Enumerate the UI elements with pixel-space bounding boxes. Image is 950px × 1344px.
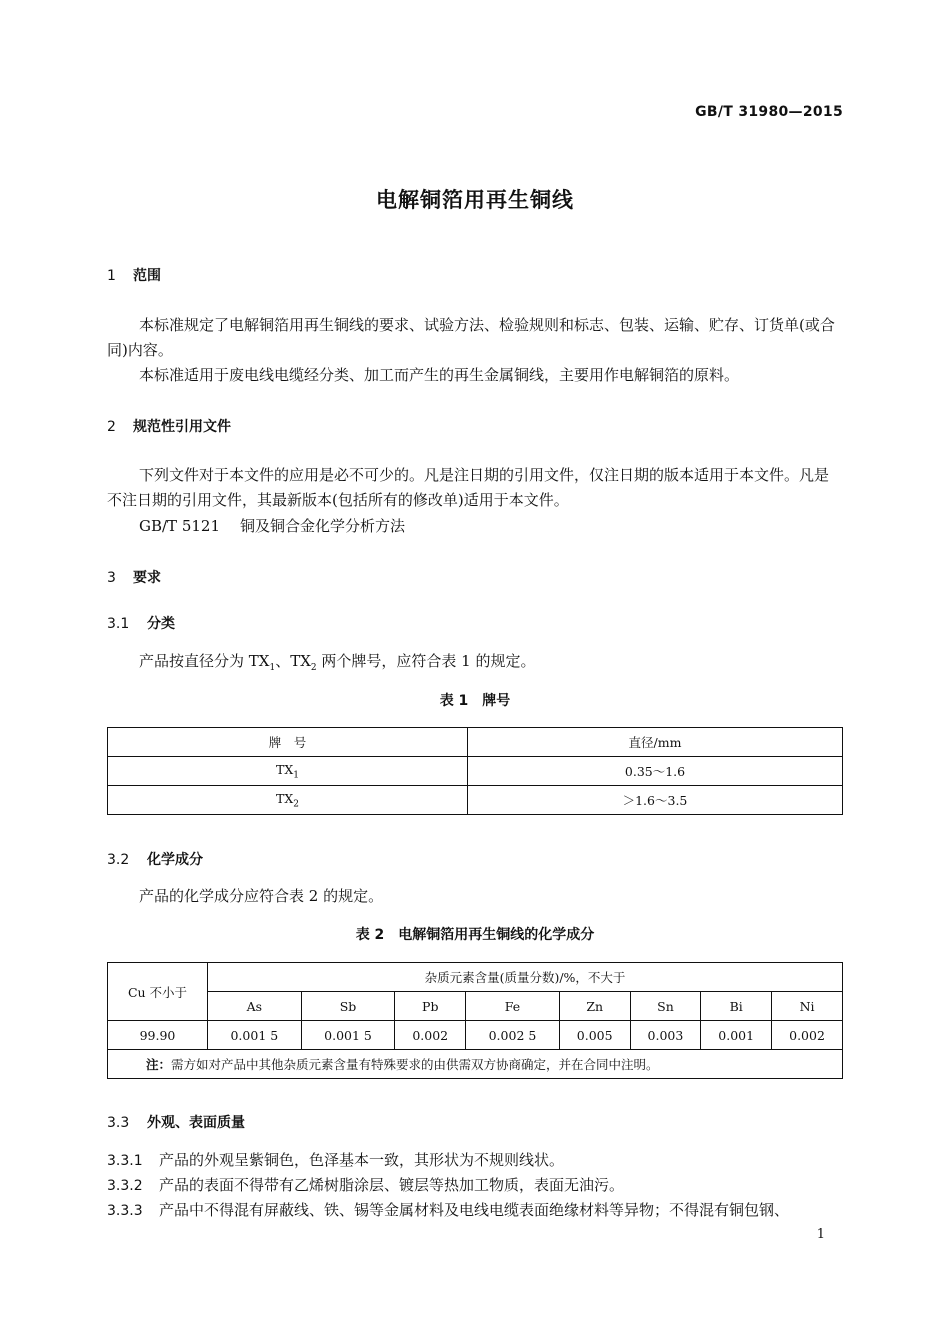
table-2-note-row [108, 1050, 843, 1079]
table-2-value-cell: 0.002 5 [466, 1021, 560, 1050]
clause-3-3-2 [107, 1174, 624, 1195]
section-3-1-text-after: 两个牌号，应符合表 1 的规定。 [316, 652, 536, 670]
table-2-value-cell: 0.005 [559, 1021, 630, 1050]
table-2 [107, 962, 843, 1079]
section-1-title: 范围 [133, 268, 161, 284]
table-row [108, 786, 843, 815]
section-3-3-number: 3.3 [107, 1115, 130, 1131]
page-number: 1 [816, 1227, 825, 1242]
table-1-diameter-cell: 0.35～1.6 [468, 757, 843, 786]
table-2-element-header: Ni [772, 992, 843, 1021]
section-3-3-heading [107, 1112, 245, 1132]
table-1-caption: 表 1 牌号 [439, 693, 511, 709]
table-1-grade-cell [108, 757, 468, 786]
table-2-element-header: Sb [301, 992, 395, 1021]
clause-text: 产品的表面不得带有乙烯树脂涂层、镀层等热加工物质，表面无油污。 [159, 1176, 625, 1194]
section-3-1-text-mid: 、TX [275, 652, 311, 670]
section-3-heading [107, 567, 161, 587]
section-3-1-sub-1: 1 [269, 663, 276, 673]
table-2-header-row-2 [108, 992, 843, 1021]
section-1-number: 1 [107, 268, 116, 284]
section-3-1-text-before: 产品按直径分为 TX [139, 652, 270, 670]
table-2-element-header: Bi [701, 992, 772, 1021]
table-1-grade-cell [108, 786, 468, 815]
section-3-1-number: 3.1 [107, 616, 130, 632]
table-2-value-cell: 0.001 5 [208, 1021, 302, 1050]
clause-number: 3.3.3 [107, 1203, 143, 1219]
table-2-element-header: As [208, 992, 302, 1021]
section-1-para-2: 本标准适用于废电线电缆经分类、加工而产生的再生金属铜线，主要用作电解铜箔的原料。 [139, 366, 740, 384]
clause-number: 3.3.2 [107, 1178, 143, 1194]
table-2-cu-value: 99.90 [108, 1021, 208, 1050]
table-2-note-text: 需方如对产品中其他杂质元素含量有特殊要求的由供需双方协商确定，并在合同中注明。 [171, 1057, 659, 1072]
grade-subscript: 1 [293, 770, 299, 781]
section-1-para-1: 本标准规定了电解铜箔用再生铜线的要求、试验方法、检验规则和标志、包装、运输、贮存、订货单(或合同)内容。 [107, 316, 835, 359]
table-row [108, 757, 843, 786]
table-2-value-cell: 0.001 [701, 1021, 772, 1050]
table-1 [107, 727, 843, 815]
table-2-header-row-1 [108, 963, 843, 992]
clause-3-3-1 [107, 1149, 564, 1170]
grade-text: TX [276, 790, 294, 806]
table-1-header-row [108, 728, 843, 757]
table-2-value-cell: 0.001 5 [301, 1021, 395, 1050]
table-row [108, 1021, 843, 1050]
section-3-1-text [139, 650, 535, 673]
table-2-element-header: Sn [630, 992, 701, 1021]
clause-text: 产品的外观呈紫铜色，色泽基本一致，其形状为不规则线状。 [159, 1151, 565, 1169]
clause-number: 3.3.1 [107, 1153, 143, 1169]
table-2-note-label: 注： [146, 1057, 172, 1072]
section-3-2-number: 3.2 [107, 852, 130, 868]
section-2-title: 规范性引用文件 [133, 419, 231, 435]
grade-text: TX [276, 761, 294, 777]
document-title: 电解铜箔用再生铜线 [376, 188, 574, 212]
table-2-value-cell: 0.003 [630, 1021, 701, 1050]
reference-title: 铜及铜合金化学分析方法 [240, 517, 406, 535]
table-2-note [108, 1050, 843, 1079]
section-3-title: 要求 [133, 570, 161, 586]
section-3-2-title: 化学成分 [147, 852, 203, 868]
reference-code: GB/T 5121 [139, 517, 221, 535]
table-2-impurity-header: 杂质元素含量(质量分数)/%，不大于 [208, 963, 843, 992]
clause-3-3-3 [107, 1199, 789, 1220]
section-3-3-title: 外观、表面质量 [147, 1115, 245, 1131]
table-2-element-header: Pb [395, 992, 466, 1021]
section-2-heading [107, 416, 231, 436]
clause-text: 产品中不得混有屏蔽线、铁、锡等金属材料及电线电缆表面绝缘材料等异物；不得混有铜包钢、 [159, 1201, 790, 1219]
table-1-header-grade: 牌 号 [108, 728, 468, 757]
standard-code: GB/T 31980—2015 [695, 104, 843, 120]
section-2-number: 2 [107, 419, 116, 435]
section-3-1-sub-2: 2 [310, 663, 317, 673]
table-2-element-header: Fe [466, 992, 560, 1021]
section-3-1-title: 分类 [147, 616, 175, 632]
section-1-heading [107, 265, 161, 285]
table-1-header-diameter: 直径/mm [468, 728, 843, 757]
table-2-cu-header: Cu 不小于 [108, 963, 208, 1021]
section-3-number: 3 [107, 570, 116, 586]
table-1-diameter-cell: ＞1.6～3.5 [468, 786, 843, 815]
table-2-value-cell: 0.002 [395, 1021, 466, 1050]
table-2-element-header: Zn [559, 992, 630, 1021]
normative-reference [139, 515, 405, 536]
section-3-2-text: 产品的化学成分应符合表 2 的规定。 [139, 887, 384, 905]
grade-subscript: 2 [293, 799, 299, 810]
table-2-caption: 表 2 电解铜箔用再生铜线的化学成分 [355, 927, 595, 943]
section-3-2-heading [107, 849, 203, 869]
section-3-1-heading [107, 613, 175, 633]
section-2-para-1: 下列文件对于本文件的应用是必不可少的。凡是注日期的引用文件，仅注日期的版本适用于本文件。凡是不注日期的引用文件，其最新版本(包括所有的修改单)适用于本文件。 [107, 466, 830, 509]
table-2-value-cell: 0.002 [772, 1021, 843, 1050]
